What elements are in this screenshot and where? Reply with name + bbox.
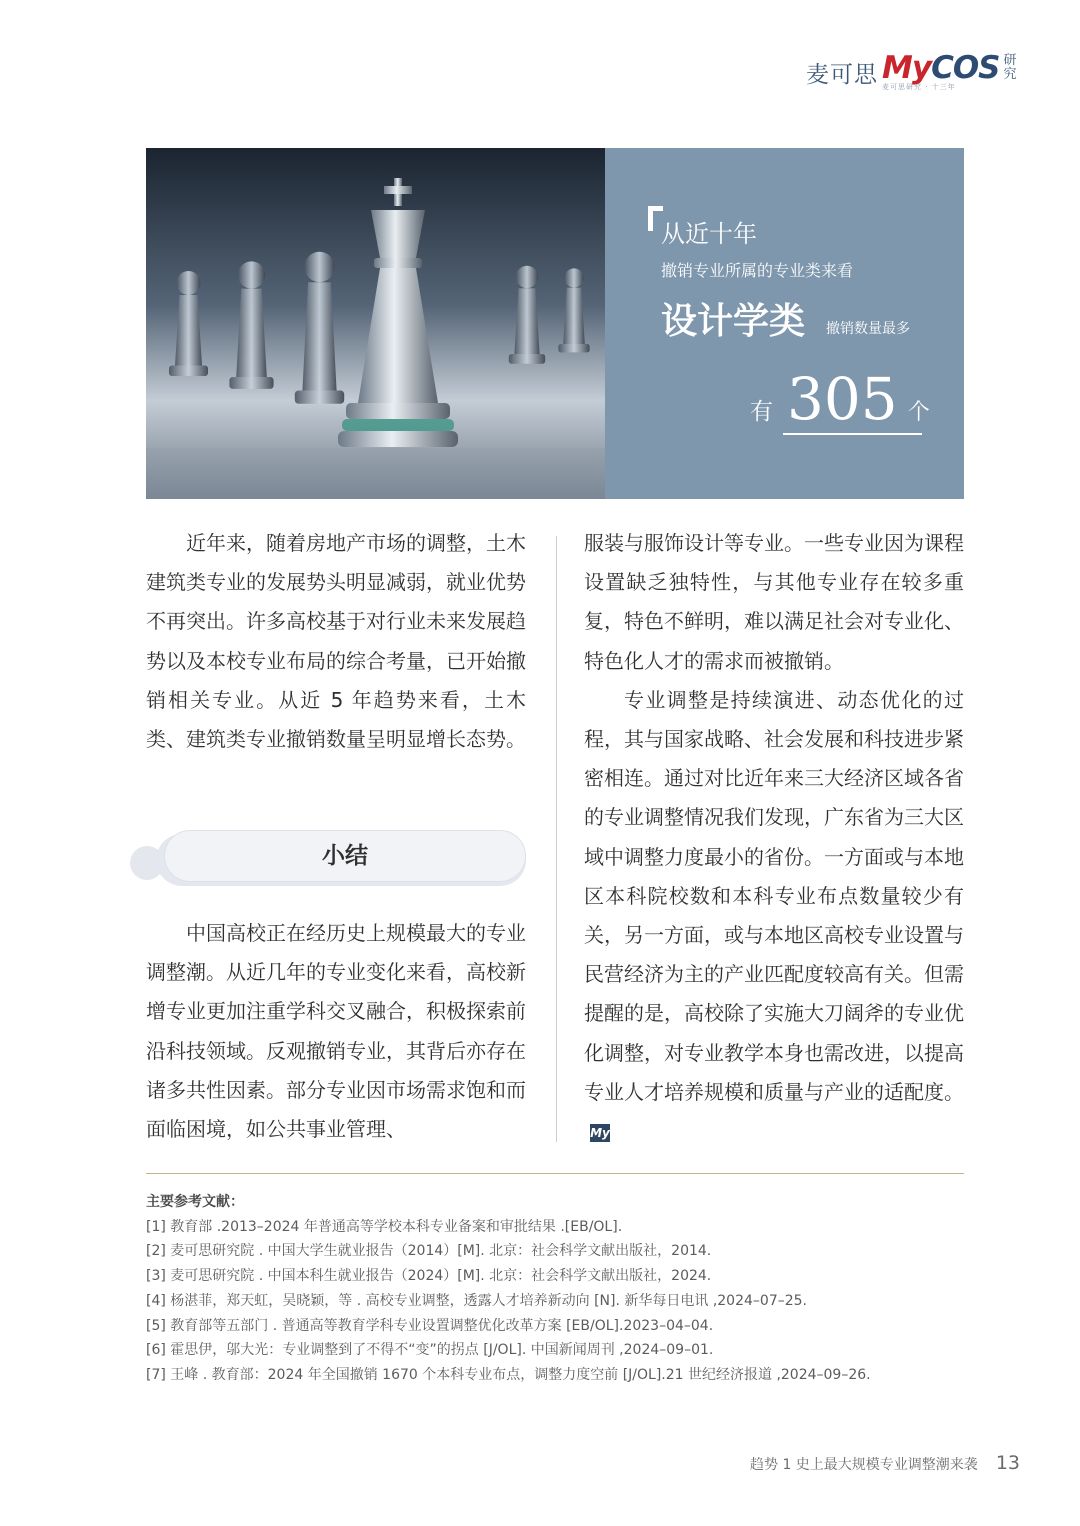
paragraph-right-2: 专业调整是持续演进、动态优化的过程，其与国家战略、社会发展和科技进步紧密相连。通过对比近年来三大经济区域各省的专业调整情况我们发现，广东省为三大区域中调整力度最小的省份。一方面或与本地区本科院校数和本科专业布点数量较少有关，另一方面，或与本地区高校专业设置与民营经济为主的产业匹配度较高有关。但需提醒的是，高校除了实施大刀阔斧的专业优化调整，对专业教学本身也需改进，以提高专业人才培养规模和质量与产业的适配度。	[584, 687, 964, 1104]
logo-cn-text: 麦可思	[806, 62, 878, 88]
stat-underline	[783, 433, 922, 435]
reference-item: [2] 麦可思研究院 . 中国大学生就业报告（2014）[M]. 北京：社会科学文献出版社，2014.	[146, 1243, 712, 1260]
stat-line1: 从近十年	[661, 220, 757, 248]
stat-note: 撤销数量最多	[826, 321, 910, 337]
logo-cos-text: COS	[931, 50, 1000, 86]
logo-en	[882, 50, 1000, 92]
chess-photo	[146, 148, 605, 499]
references-title: 主要参考文献：	[146, 1194, 244, 1210]
mycos-logo	[806, 50, 1018, 92]
logo-subtitle: 麦可思研究 · 十三年	[882, 83, 956, 91]
reference-item: [7] 王峰 . 教育部：2024 年全国撤销 1670 个本科专业布点，调整力度空前 [J/OL].21 世纪经济报道 ,2024–09–26.	[146, 1366, 871, 1383]
reference-item: [5] 教育部等五部门 . 普通高等教育学科专业设置调整优化改革方案 [EB/OL].2023–04–04.	[146, 1317, 714, 1334]
stat-line2: 撤销专业所属的专业类来看	[661, 261, 854, 280]
footer-section-title: 趋势 1 史上最大规模专业调整潮来袭	[750, 1457, 978, 1473]
logo-my-text: My	[882, 50, 932, 86]
page-footer	[750, 1452, 1020, 1474]
paragraph-intro: 近年来，随着房地产市场的调整，土木建筑类专业的发展势头明显减弱，就业优势不再突出。许多高校基于对行业未来发展趋势以及本校专业布局的综合考量，已开始撤销相关专业。从近 5 年趋势来看，土木类、建筑类专业撤销数量呈明显增长态势。	[146, 531, 526, 752]
stat-panel	[605, 148, 964, 499]
column-divider	[556, 536, 557, 1142]
stat-count-prefix: 有	[750, 399, 773, 425]
stat-major: 设计学类	[661, 300, 806, 342]
page-number: 13	[995, 1452, 1020, 1474]
paragraph-summary: 中国高校正在经历史上规模最大的专业调整潮。从近几年的专业变化来看，高校新增专业更加注重学科交叉融合，积极探索前沿科技领域。反观撤销专业，其背后亦存在诸多共性因素。部分专业因市场需求饱和而面临困境，如公共事业管理、	[146, 921, 526, 1142]
references	[146, 1190, 976, 1388]
stat-count	[750, 365, 930, 433]
left-column-summary	[146, 914, 526, 1149]
reference-item: [6] 霍思伊，邬大光：专业调整到了不得不“变”的拐点 [J/OL]. 中国新闻周刊 ,2024–09–01.	[146, 1342, 714, 1359]
chess-illustration	[146, 148, 605, 499]
summary-heading	[130, 830, 526, 890]
references-divider	[146, 1173, 964, 1174]
reference-item: [3] 麦可思研究院 . 中国本科生就业报告（2024）[M]. 北京：社会科学文献出版社，2024.	[146, 1268, 712, 1285]
reference-item: [4] 杨湛菲，郑天虹，吴晓颖，等 . 高校专业调整，透露人才培养新动向 [N]. 新华每日电讯 ,2024–07–25.	[146, 1292, 807, 1309]
stat-count-value: 305	[787, 365, 898, 433]
king-piece	[338, 178, 458, 447]
hero-banner	[146, 148, 964, 499]
left-column-intro	[146, 524, 526, 759]
stat-count-unit: 个	[907, 400, 930, 425]
summary-title: 小结	[322, 843, 368, 869]
paragraph-right-2-wrap	[584, 681, 964, 1151]
reference-item: [1] 教育部 .2013–2024 年普通高等学校本科专业备案和审批结果 .[EB/OL].	[146, 1218, 623, 1235]
right-column	[584, 524, 964, 1151]
paragraph-right-1: 服装与服饰设计等专业。一些专业因为课程设置缺乏独特性，与其他专业存在较多重复，特色不鲜明，难以满足社会对专业化、特色化人才的需求而被撤销。	[584, 531, 964, 673]
logo-vertical-text: 研究	[1003, 53, 1017, 82]
end-mark-icon: My	[590, 1125, 610, 1140]
